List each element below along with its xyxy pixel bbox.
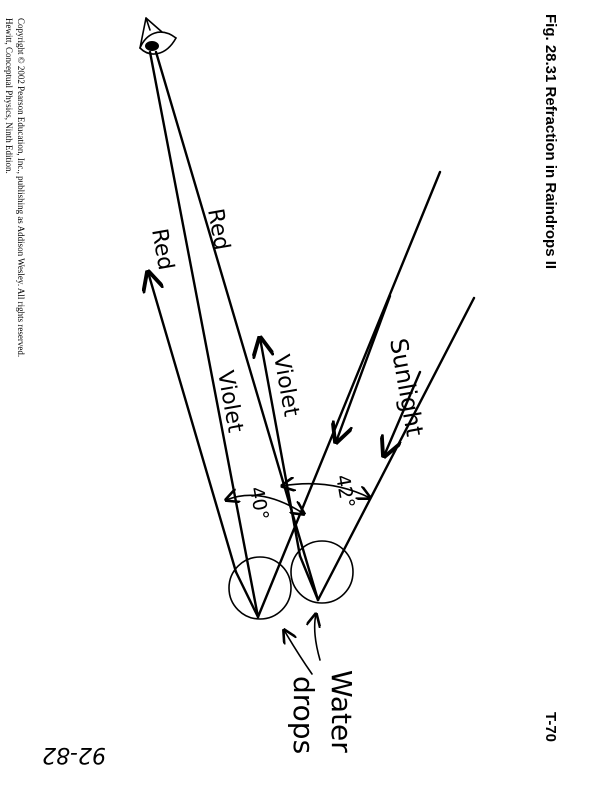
page-code: T-70 — [542, 712, 559, 743]
label-red-inner: Red — [202, 206, 234, 253]
label-sunlight: Sunlight — [384, 336, 429, 439]
water-drops-pointer-right — [315, 614, 320, 660]
credit-line-2: Copyright © 2002 Pearson Education, Inc., publishing as Addison Wesley. All rights reserved. — [16, 18, 26, 358]
sunlight-ray-upper-arrow — [336, 296, 390, 442]
credit-line-1: Hewitt, Conceptual Physics, Ninth Edition. — [4, 18, 14, 174]
label-violet-right: Violet — [268, 352, 304, 419]
label-angle-42: 42° — [331, 473, 359, 511]
label-drops: drops — [287, 676, 320, 755]
water-drops-pointer-left — [284, 630, 312, 674]
handwritten-note: 92-82 — [42, 742, 106, 767]
figure-title: Fig. 28.31 Refraction in Raindrops II — [542, 14, 559, 270]
label-red-outer: Red — [146, 226, 178, 273]
right-drop-internal-ray — [300, 556, 318, 600]
eye-icon — [140, 18, 176, 54]
label-water: Water — [325, 670, 358, 753]
label-angle-40: 40° — [245, 485, 273, 523]
label-violet-left: Violet — [212, 368, 248, 435]
